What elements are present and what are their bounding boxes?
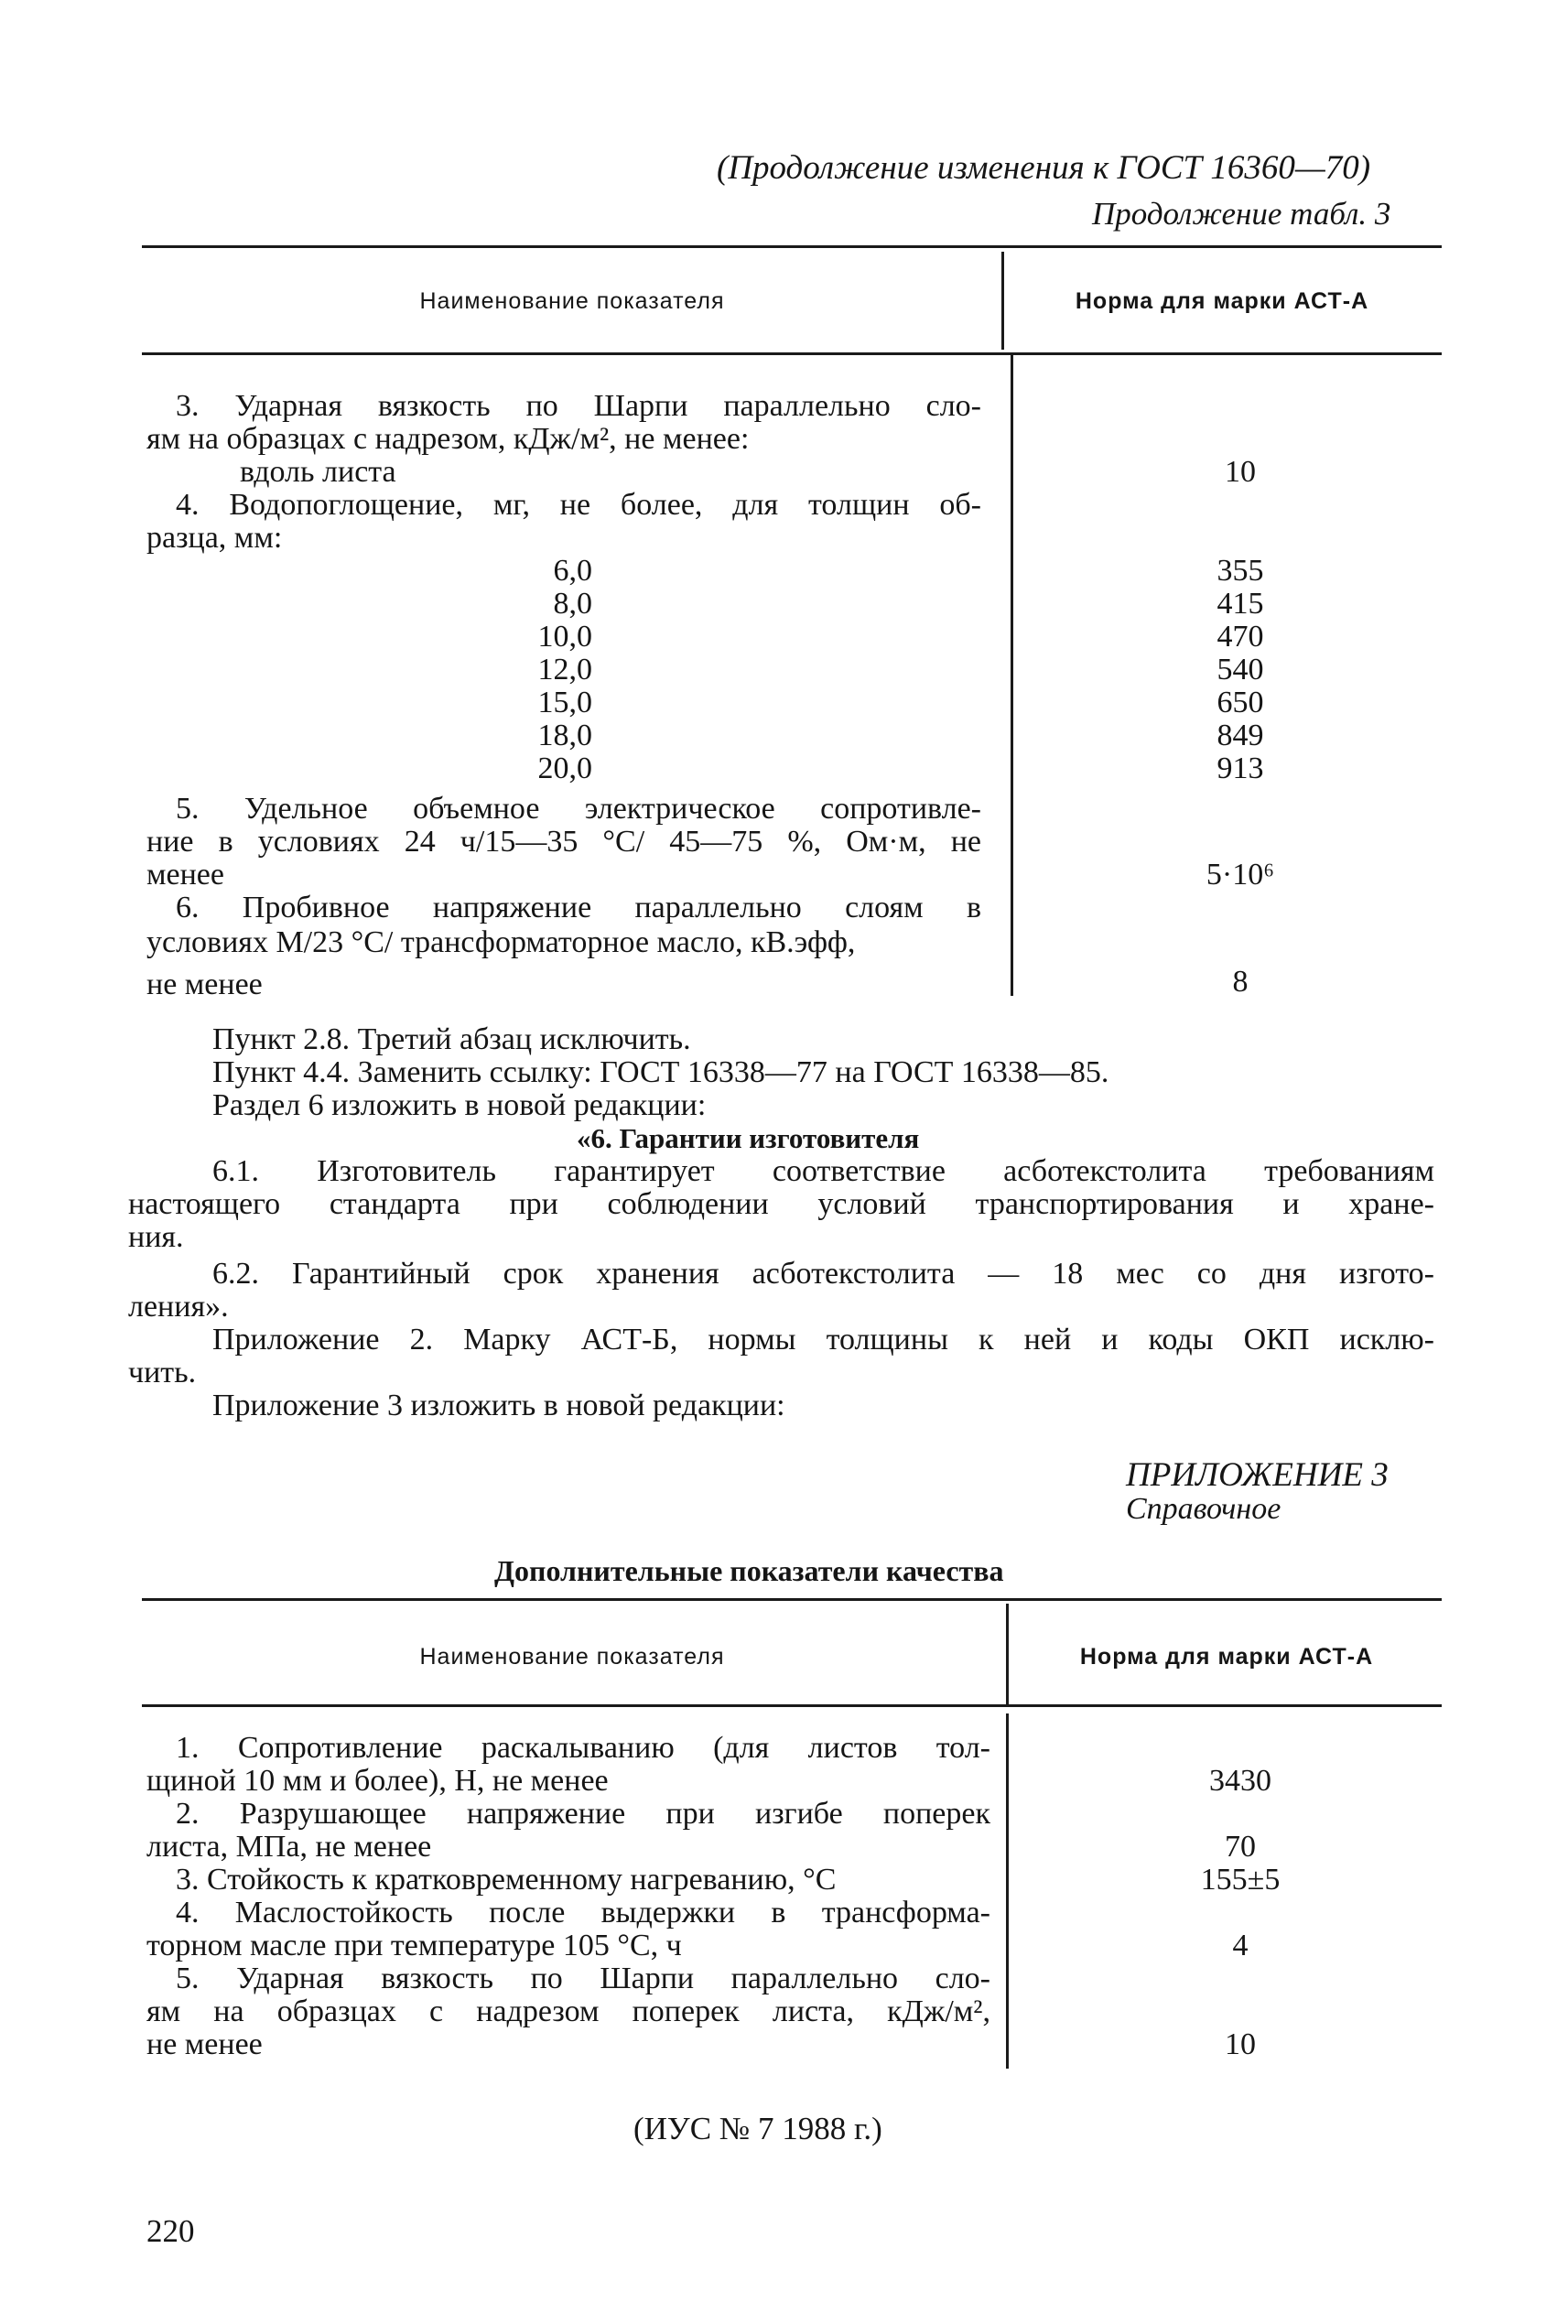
table-2-row-3-value: 155±5 [1200, 1863, 1281, 1897]
thickness-6: 6,0 [553, 554, 592, 588]
table-2-row-5-line-3: не менее [146, 2027, 263, 2061]
table-1-row-6-value: 8 [1232, 965, 1249, 999]
thickness-18-value: 849 [1217, 719, 1264, 752]
paragraph-6-2-line-2: ления». [128, 1290, 229, 1324]
thickness-20-value: 913 [1217, 751, 1264, 785]
table-1-row-5-line-2: ние в условиях 24 ч/15—35 °С/ 45—75 %, Ом·м, не [146, 825, 981, 859]
table-1-row-6-line-3: не менее [146, 967, 263, 1001]
table-2-row-4-line-1: 4. Маслостойкость после выдержки в трансформа- [176, 1896, 990, 1929]
table-1-header-norm: Норма для марки АСТ-А [1075, 288, 1369, 314]
paragraph-6-1-line-3: ния. [128, 1220, 184, 1254]
paragraph-appendix-2-line-2: чить. [128, 1356, 197, 1389]
thickness-8: 8,0 [553, 587, 592, 621]
table-2-row-3-line-1: 3. Стойкость к кратковременному нагреванию, °С [176, 1863, 837, 1897]
thickness-10-value: 470 [1217, 620, 1264, 654]
paragraph-section-6: Раздел 6 изложить в новой редакции: [212, 1088, 707, 1122]
paragraph-point-2-8: Пункт 2.8. Третий абзац исключить. [212, 1022, 691, 1056]
table-2-header-name: Наименование показателя [419, 1644, 725, 1670]
table-2-row-2-line-1: 2. Разрушающее напряжение при изгибе поперек [176, 1797, 990, 1831]
thickness-10: 10,0 [537, 620, 592, 654]
paragraph-6-1-line-2: настоящего стандарта при соблюдении условий транспортирования и хране- [128, 1187, 1434, 1221]
source-note: (ИУС № 7 1988 г.) [633, 2111, 882, 2146]
continuation-title: (Продолжение изменения к ГОСТ 16360—70) [717, 149, 1371, 187]
table-2-row-5-value: 10 [1225, 2027, 1256, 2061]
table-1-row-5-line-1: 5. Удельное объемное электрическое сопротивле- [176, 792, 981, 826]
table-2-row-5-line-1: 5. Ударная вязкость по Шарпи параллельно сло- [176, 1962, 990, 1995]
table-1-header-rule [142, 352, 1442, 355]
appendix-title: Дополнительные показатели качества [494, 1554, 1004, 1587]
thickness-20: 20,0 [537, 751, 592, 785]
paragraph-6-1-line-1: 6.1. Изготовитель гарантирует соответствие асботекстолита требованиям [212, 1154, 1434, 1188]
table-1-column-divider-body [1011, 355, 1013, 996]
thickness-12: 12,0 [537, 653, 592, 686]
table-2-header-rule [142, 1704, 1442, 1707]
table-1-row-3-line-1: 3. Ударная вязкость по Шарпи параллельно сло- [176, 389, 981, 423]
table-1-header-name: Наименование показателя [419, 288, 725, 314]
thickness-6-value: 355 [1217, 554, 1264, 588]
table-1-row-4-line-1: 4. Водопоглощение, мг, не более, для толщин об- [176, 488, 981, 522]
table-2-column-divider-body [1006, 1713, 1009, 1995]
table-2-row-2-value: 70 [1225, 1830, 1256, 1864]
section-6-title: «6. Гарантии изготовителя [577, 1122, 920, 1154]
table-1-row-6-line-1: 6. Пробивное напряжение параллельно слоям в [176, 891, 981, 924]
table-2-column-divider-body-lower [1006, 1995, 1009, 2069]
table-2-row-2-line-2: листа, МПа, не менее [146, 1830, 432, 1864]
table-2-column-divider-header [1006, 1604, 1009, 1704]
table-1-row-3-value: 10 [1225, 455, 1256, 489]
table-2-row-1-line-2: щиной 10 мм и более), Н, не менее [146, 1764, 609, 1798]
table-1-row-4-line-2: разца, мм: [146, 521, 283, 555]
thickness-15-value: 650 [1217, 686, 1264, 719]
table-continuation-label: Продолжение табл. 3 [1092, 196, 1391, 232]
page-number: 220 [146, 2213, 195, 2249]
table-2-top-rule [142, 1598, 1442, 1601]
table-1-row-3-line-2: ям на образцах с надрезом, кДж/м², не менее: [146, 422, 750, 456]
thickness-15: 15,0 [537, 686, 592, 719]
paragraph-appendix-3: Приложение 3 изложить в новой редакции: [212, 1389, 785, 1422]
table-2-row-1-line-1: 1. Сопротивление раскалыванию (для листов тол- [176, 1731, 990, 1765]
table-2-row-4-line-2: торном масле при температуре 105 °С, ч [146, 1929, 682, 1962]
table-1-row-3-line-3: вдоль листа [240, 455, 396, 489]
appendix-type: Справочное [1126, 1492, 1281, 1526]
paragraph-point-4-4: Пункт 4.4. Заменить ссылку: ГОСТ 16338—77 на ГОСТ 16338—85. [212, 1055, 1109, 1089]
table-1-row-5-value: 5·10⁶ [1206, 858, 1275, 892]
paragraph-6-2-line-1: 6.2. Гарантийный срок хранения асботекстолита — 18 мес со дня изгото- [212, 1257, 1434, 1291]
paragraph-appendix-2-line-1: Приложение 2. Марку АСТ-Б, нормы толщины к ней и коды ОКП исклю- [212, 1323, 1434, 1357]
table-1-row-6-line-2: условиях М/23 °С/ трансформаторное масло, кВ.эфф, [146, 925, 856, 959]
table-2-row-4-value: 4 [1232, 1929, 1249, 1962]
table-1-row-5-line-3: менее [146, 858, 224, 892]
table-1-top-rule [142, 245, 1442, 248]
thickness-12-value: 540 [1217, 653, 1264, 686]
table-2-header-norm: Норма для марки АСТ-А [1079, 1644, 1374, 1670]
appendix-label: ПРИЛОЖЕНИЕ 3 [1126, 1456, 1389, 1494]
table-2-row-5-line-2: ям на образцах с надрезом поперек листа, кДж/м², [146, 1994, 990, 2028]
table-1-column-divider-header [1001, 252, 1004, 350]
thickness-8-value: 415 [1217, 587, 1264, 621]
table-2-row-1-value: 3430 [1209, 1764, 1271, 1798]
thickness-18: 18,0 [537, 719, 592, 752]
